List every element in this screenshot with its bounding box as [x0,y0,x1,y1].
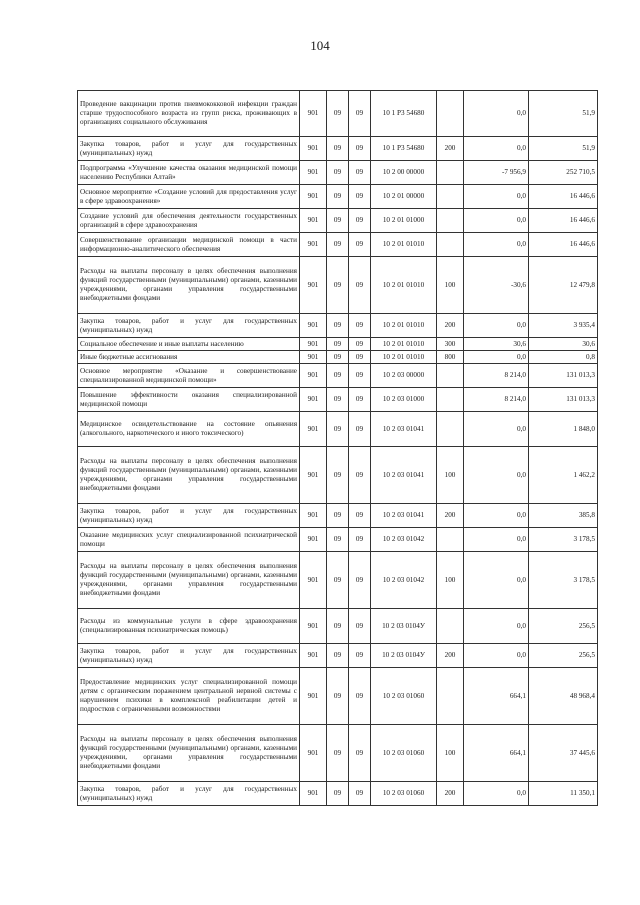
table-row [78,447,598,504]
expense-type-code [437,185,464,209]
admin-code: 901 [300,528,327,552]
table-row [78,209,598,233]
change-amount: 0,0 [464,314,529,338]
change-amount: 0,0 [464,609,529,644]
subsection-code: 09 [349,351,371,364]
row-name: Предоставление медицинских услуг специализированной помощи детям с органическим поражением центральной нервной системы с нарушением психики в комплексной реабилитации детей и подростков с ограниченными возможностями [78,668,300,725]
target-article-code: 10 2 03 01042 [371,528,437,552]
expense-type-code: 100 [437,257,464,314]
admin-code: 901 [300,668,327,725]
section-code: 09 [327,314,349,338]
change-amount: 0,0 [464,137,529,161]
subsection-code: 09 [349,668,371,725]
target-article-code: 10 2 03 01000 [371,388,437,412]
subsection-code: 09 [349,233,371,257]
section-code: 09 [327,233,349,257]
admin-code: 901 [300,137,327,161]
expense-type-code [437,412,464,447]
expense-type-code [437,388,464,412]
subsection-code: 09 [349,364,371,388]
expense-type-code [437,609,464,644]
change-amount: 0,0 [464,782,529,806]
row-name: Социальное обеспечение и иные выплаты населению [78,338,300,351]
target-article-code: 10 2 01 01000 [371,209,437,233]
admin-code: 901 [300,609,327,644]
expense-type-code: 800 [437,351,464,364]
admin-code: 901 [300,233,327,257]
target-article-code: 10 1 P3 54680 [371,91,437,137]
change-amount: 0,0 [464,91,529,137]
change-amount: 664,1 [464,725,529,782]
row-name: Расходы на выплаты персоналу в целях обеспечения выполнения функций государственными (муниципальными) органами, казенными учреждениями, органами управления государственными внебюджетными фондами [78,257,300,314]
row-name: Иные бюджетные ассигнования [78,351,300,364]
expense-type-code [437,233,464,257]
expense-type-code: 200 [437,782,464,806]
table-row [78,412,598,447]
target-article-code: 10 2 01 01010 [371,257,437,314]
subsection-code: 09 [349,782,371,806]
table-row [78,725,598,782]
row-name: Расходы на выплаты персоналу в целях обеспечения выполнения функций государственными (муниципальными) органами, казенными учреждениями, органами управления государственными внебюджетными фондами [78,725,300,782]
target-article-code: 10 2 03 0104У [371,644,437,668]
target-article-code: 10 2 03 00000 [371,364,437,388]
subsection-code: 09 [349,552,371,609]
target-article-code: 10 2 03 01060 [371,725,437,782]
change-amount: 0,0 [464,185,529,209]
change-amount: 0,0 [464,351,529,364]
table-row [78,364,598,388]
row-name: Основное мероприятие «Оказание и совершенствование специализированной медицинской помощи» [78,364,300,388]
section-code: 09 [327,161,349,185]
table-row [78,782,598,806]
expense-type-code: 100 [437,552,464,609]
section-code: 09 [327,338,349,351]
subsection-code: 09 [349,161,371,185]
expense-type-code [437,91,464,137]
change-amount: -30,6 [464,257,529,314]
target-article-code: 10 2 03 01041 [371,504,437,528]
target-article-code: 10 2 01 01010 [371,338,437,351]
subsection-code: 09 [349,338,371,351]
section-code: 09 [327,91,349,137]
section-code: 09 [327,668,349,725]
total-amount: 51,9 [529,91,598,137]
target-article-code: 10 2 03 01041 [371,447,437,504]
expense-type-code [437,209,464,233]
section-code: 09 [327,209,349,233]
table-row [78,388,598,412]
section-code: 09 [327,412,349,447]
expense-type-code: 100 [437,725,464,782]
target-article-code: 10 2 01 01010 [371,314,437,338]
table-row [78,137,598,161]
total-amount: 12 479,8 [529,257,598,314]
total-amount: 37 445,6 [529,725,598,782]
total-amount: 3 935,4 [529,314,598,338]
budget-table [77,90,598,806]
admin-code: 901 [300,447,327,504]
table-row [78,233,598,257]
target-article-code: 10 2 01 00000 [371,185,437,209]
subsection-code: 09 [349,388,371,412]
target-article-code: 10 2 03 01041 [371,412,437,447]
subsection-code: 09 [349,209,371,233]
total-amount: 256,5 [529,609,598,644]
subsection-code: 09 [349,185,371,209]
admin-code: 901 [300,412,327,447]
subsection-code: 09 [349,447,371,504]
expense-type-code: 200 [437,137,464,161]
total-amount: 0,8 [529,351,598,364]
subsection-code: 09 [349,504,371,528]
target-article-code: 10 2 03 01060 [371,668,437,725]
table-row [78,314,598,338]
total-amount: 30,6 [529,338,598,351]
section-code: 09 [327,725,349,782]
admin-code: 901 [300,91,327,137]
table-row [78,161,598,185]
total-amount: 1 848,0 [529,412,598,447]
table-row [78,644,598,668]
table-row [78,257,598,314]
row-name: Расходы на выплаты персоналу в целях обеспечения выполнения функций государственными (муниципальными) органами, казенными учреждениями, органами управления государственными внебюджетными фондами [78,552,300,609]
admin-code: 901 [300,161,327,185]
section-code: 09 [327,504,349,528]
section-code: 09 [327,351,349,364]
row-name: Закупка товаров, работ и услуг для государственных (муниципальных) нужд [78,504,300,528]
target-article-code: 10 1 P3 54680 [371,137,437,161]
target-article-code: 10 2 03 01042 [371,552,437,609]
row-name: Закупка товаров, работ и услуг для государственных (муниципальных) нужд [78,314,300,338]
section-code: 09 [327,185,349,209]
total-amount: 51,9 [529,137,598,161]
change-amount: 8 214,0 [464,388,529,412]
section-code: 09 [327,528,349,552]
change-amount: 0,0 [464,209,529,233]
table-row [78,552,598,609]
change-amount: 0,0 [464,504,529,528]
total-amount: 256,5 [529,644,598,668]
subsection-code: 09 [349,644,371,668]
target-article-code: 10 2 01 01010 [371,351,437,364]
section-code: 09 [327,447,349,504]
admin-code: 901 [300,725,327,782]
page-number: 104 [310,38,330,53]
admin-code: 901 [300,314,327,338]
row-name: Повышение эффективности оказания специализированной медицинской помощи [78,388,300,412]
admin-code: 901 [300,257,327,314]
table-row [78,609,598,644]
section-code: 09 [327,257,349,314]
change-amount: 8 214,0 [464,364,529,388]
expense-type-code [437,668,464,725]
change-amount: 30,6 [464,338,529,351]
subsection-code: 09 [349,314,371,338]
row-name: Расходы на выплаты персоналу в целях обеспечения выполнения функций государственными (муниципальными) органами, казенными учреждениями, органами управления государственными внебюджетными фондами [78,447,300,504]
row-name: Создание условий для обеспечения деятельности государственных организаций в сфере здравоохранения [78,209,300,233]
subsection-code: 09 [349,257,371,314]
admin-code: 901 [300,504,327,528]
subsection-code: 09 [349,91,371,137]
table-row [78,668,598,725]
row-name: Расходы из коммунальные услуги в сфере здравоохранения (специализированная психиатрическая помощь) [78,609,300,644]
expense-type-code [437,364,464,388]
admin-code: 901 [300,552,327,609]
target-article-code: 10 2 03 01060 [371,782,437,806]
total-amount: 385,8 [529,504,598,528]
subsection-code: 09 [349,609,371,644]
admin-code: 901 [300,644,327,668]
admin-code: 901 [300,209,327,233]
total-amount: 131 013,3 [529,388,598,412]
change-amount: 0,0 [464,233,529,257]
row-name: Оказание медицинских услуг специализированной психиатрической помощи [78,528,300,552]
subsection-code: 09 [349,412,371,447]
admin-code: 901 [300,782,327,806]
row-name: Закупка товаров, работ и услуг для государственных (муниципальных) нужд [78,782,300,806]
table-body [78,91,598,806]
change-amount: 0,0 [464,552,529,609]
total-amount: 11 350,1 [529,782,598,806]
total-amount: 252 710,5 [529,161,598,185]
section-code: 09 [327,782,349,806]
change-amount: 0,0 [464,644,529,668]
section-code: 09 [327,552,349,609]
change-amount: 664,1 [464,668,529,725]
table-row [78,185,598,209]
total-amount: 3 178,5 [529,528,598,552]
section-code: 09 [327,137,349,161]
change-amount: 0,0 [464,528,529,552]
expense-type-code [437,528,464,552]
expense-type-code: 300 [437,338,464,351]
table-row [78,338,598,351]
section-code: 09 [327,609,349,644]
table-row [78,504,598,528]
row-name: Проведение вакцинации против пневмококковой инфекции граждан старше трудоспособного возраста из групп риска, проживающих в организациях социального обслуживания [78,91,300,137]
total-amount: 16 446,6 [529,209,598,233]
subsection-code: 09 [349,725,371,782]
change-amount: 0,0 [464,412,529,447]
table-row [78,351,598,364]
expense-type-code: 100 [437,447,464,504]
target-article-code: 10 2 01 01010 [371,233,437,257]
admin-code: 901 [300,185,327,209]
admin-code: 901 [300,364,327,388]
expense-type-code [437,161,464,185]
table-row [78,91,598,137]
row-name: Основное мероприятие «Создание условий для предоставления услуг в сфере здравоохранения» [78,185,300,209]
section-code: 09 [327,388,349,412]
row-name: Закупка товаров, работ и услуг для государственных (муниципальных) нужд [78,137,300,161]
expense-type-code: 200 [437,314,464,338]
admin-code: 901 [300,388,327,412]
expense-type-code: 200 [437,644,464,668]
target-article-code: 10 2 03 0104У [371,609,437,644]
total-amount: 16 446,6 [529,233,598,257]
subsection-code: 09 [349,528,371,552]
section-code: 09 [327,644,349,668]
expense-type-code: 200 [437,504,464,528]
table-row [78,528,598,552]
total-amount: 131 013,3 [529,364,598,388]
row-name: Подпрограмма «Улучшение качества оказания медицинской помощи населению Республики Алтай» [78,161,300,185]
change-amount: 0,0 [464,447,529,504]
admin-code: 901 [300,338,327,351]
total-amount: 16 446,6 [529,185,598,209]
section-code: 09 [327,364,349,388]
target-article-code: 10 2 00 00000 [371,161,437,185]
admin-code: 901 [300,351,327,364]
total-amount: 3 178,5 [529,552,598,609]
subsection-code: 09 [349,137,371,161]
change-amount: -7 956,9 [464,161,529,185]
total-amount: 1 462,2 [529,447,598,504]
total-amount: 48 968,4 [529,668,598,725]
row-name: Закупка товаров, работ и услуг для государственных (муниципальных) нужд [78,644,300,668]
row-name: Медицинское освидетельствование на состояние опьянения (алкогольного, наркотического и иного токсического) [78,412,300,447]
row-name: Совершенствование организации медицинской помощи в части информационно-аналитического обеспечения [78,233,300,257]
